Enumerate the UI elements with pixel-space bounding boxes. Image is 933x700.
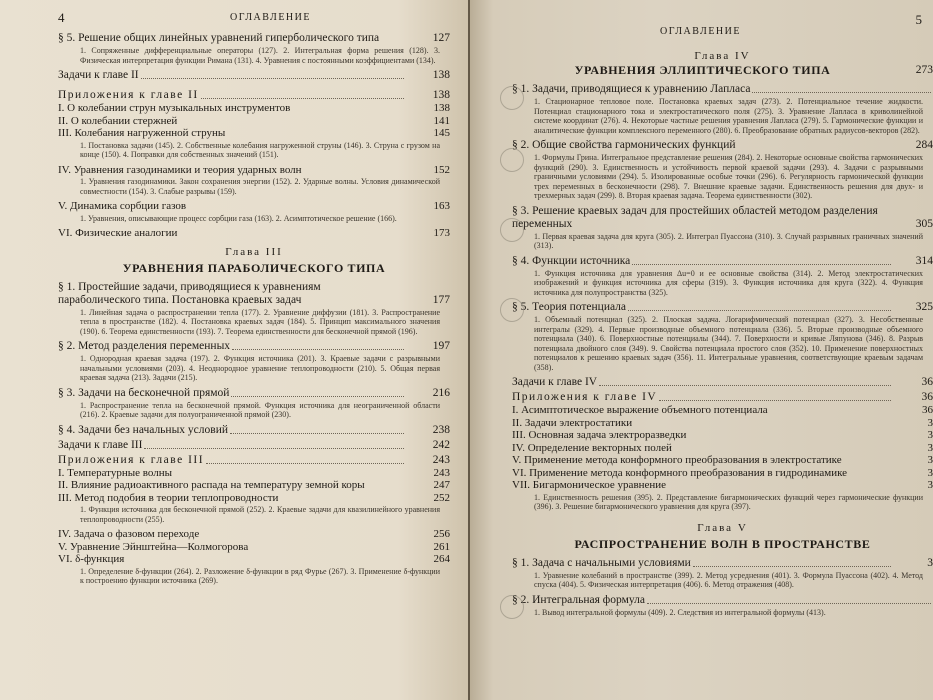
toc-item-title: IV. Определение векторных полей: [512, 441, 672, 454]
toc-item-page: 3: [927, 454, 933, 466]
toc-item: [512, 454, 933, 467]
toc-subentries: 1. Объемный потенциал (325). 2. Плоская задача. Логарифмический потенциал (327). 3. Несобственные интегралы (329). 4. Первые производные объемного потенциала (336). 5. Вторые производные объемного потенциала (340). 6. Поверхностные потенциалы (344). 7. Поверхности и кривые Ляпунова (346). 8. Разрыв потенциала двойного слоя (349). 9. Свойства потенциала простого слоя (352). 10. Применение поверхностных потенциалов к решению краевых задач (356). 11. Интегральные уравнения, соответствующие краевым задачам (358).: [534, 315, 923, 372]
toc-item-title: V. Уравнение Эйнштейна—Колмогорова: [58, 540, 249, 553]
toc-entry: [58, 387, 450, 400]
toc-item: [512, 429, 933, 442]
toc-item-title: VI. Физические аналогии: [58, 227, 178, 239]
toc-item-page: 243: [433, 466, 450, 479]
toc-entry-title: Приложения к главе IV: [512, 391, 658, 403]
toc-item-page: 264: [433, 553, 450, 565]
toc-entry: [512, 376, 933, 389]
toc-entry-title: § 1. Задача с начальными условиями: [512, 556, 691, 569]
toc-subentries: 1. Постановка задачи (145). 2. Собственные колебания нагруженной струны (146). 3. Струна с грузом на конце (150). 4. Поправки для собственных значений (151).: [80, 140, 440, 159]
toc-entry: [58, 89, 450, 102]
toc-item: [512, 479, 933, 492]
toc-entry: [512, 205, 933, 231]
toc-item-title: I. Температурные волны: [58, 466, 172, 479]
toc-entry-page: 127: [432, 32, 450, 44]
toc-entry: [58, 340, 450, 353]
toc-entry: [512, 391, 933, 404]
toc-item-title: II. Влияние радиоактивного распада на температуру земной коры: [58, 479, 365, 491]
toc-entry-page: 243: [432, 453, 450, 466]
chapter-label: Глава V: [697, 521, 748, 534]
toc-entry: [512, 301, 933, 314]
toc-subentries: 1. Линейная задача о распространении тепла (177). 2. Уравнение диффузии (181). 3. Распространение тепла в пространстве (182). 4. Постановка краевых задач (184). 5. Принцип максимального значения (190). 6. Теорема единственности (193). 7. Теорема единственности для бесконечной прямой (196).: [80, 307, 440, 336]
toc-entry-title: Задачи к главе II: [58, 69, 139, 81]
toc-subentries: 1. Функция источника для бесконечной прямой (252). 2. Краевые задачи для квазилинейного уравнения теплопроводности (255).: [80, 505, 440, 524]
toc-item-page: 3: [927, 479, 933, 491]
running-title: ОГЛАВЛЕНИЕ: [230, 12, 311, 23]
toc-subentries: 1. Функция источника для уравнения Δu=0 и ее основные свойства (314). 2. Метод электростатических изображений и функция источника для сферы (319). 3. Функция источника для круга (322). 4. Функция источника для полупространства (325).: [534, 268, 923, 297]
chapter-title: УРАВНЕНИЯ ПАРАБОЛИЧЕСКОГО ТИПА: [122, 260, 386, 275]
toc-entry-title: § 2. Интегральная формула: [512, 593, 645, 606]
toc-subentries: 1. Распространение тепла на бесконечной прямой. Функция источника для неограниченной области (216). 2. Краевые задачи для полуограниченной прямой (230).: [80, 400, 440, 419]
toc-item-page: 173: [433, 227, 450, 239]
toc-item-title: I. Асимптотическое выражение объемного потенциала: [512, 404, 768, 416]
toc-item: [58, 492, 450, 505]
toc-item-page: 247: [433, 479, 450, 491]
toc-subentries: 1. Формулы Грина. Интегральное представление решения (284). 2. Некоторые основные свойства гармонических функций (290). 3. Единственность и устойчивость первой краевой задачи (293). 4. Задачи с разрывными граничными условиями (294). 5. Изолированные особые точки (296). 6. Регулярность гармонической функции трех переменных в бесконечности (298). 7. Внешние краевые задачи. Единственность решения для двух- и трехмерных задач (299). 8. Вторая краевая задача. Теорема единственности (302).: [534, 153, 923, 200]
toc-entry-page: 36: [921, 391, 933, 403]
toc-subentries: 1. Вывод интегральной формулы (409). 2. Следствия из интегральной формулы (413).: [534, 607, 826, 617]
toc-item-page: 3: [927, 429, 933, 441]
toc-item: [58, 227, 450, 240]
toc-entry-title: § 1. Простейшие задачи, приводящиеся к уравнениям параболического типа. Постановка краевых задач: [58, 280, 321, 306]
toc-item-title: IV. Уравнения газодинамики и теория ударных волн: [58, 163, 302, 176]
toc-entry-page: 284: [915, 139, 933, 151]
toc-entry-title: § 4. Функции источника: [512, 254, 631, 267]
toc-entry-title: Приложения к главе III: [58, 453, 205, 466]
toc-subentries: 1. Сопряженные дифференциальные операторы (127). 2. Интегральная форма решения (128). 3. Физическая интерпретация функции Римана (131). 4. Уравнения с постоянными коэффициентами (134).: [80, 46, 440, 65]
chapter-title: РАСПРОСТРАНЕНИЕ ВОЛН В ПРОСТРАНСТВЕ: [574, 536, 871, 551]
toc-entry: [512, 139, 933, 152]
toc-entry: [58, 32, 450, 45]
running-title: ОГЛАВЛЕНИЕ: [660, 26, 741, 37]
toc-item-title: III. Основная задача электроразведки: [512, 429, 687, 441]
toc-entry-page: 36: [921, 376, 933, 388]
toc-entry-page: 138: [432, 89, 450, 101]
toc-subentries: 1. Однородная краевая задача (197). 2. Функция источника (201). 3. Краевые задачи с разрывными начальными условиями (203). 4. Неоднородное уравнение теплопроводности (210). 5. Общая первая краевая задача (213). Задачи (215).: [80, 354, 440, 382]
toc-item-page: 163: [433, 200, 450, 212]
toc-entry-page: 273: [915, 64, 933, 76]
toc-item-title: III. Колебания нагруженной струны: [58, 127, 226, 139]
toc-item-title: I. О колебании струн музыкальных инструментов: [58, 102, 291, 114]
toc-entry-title: Задачи к главе IV: [512, 376, 598, 388]
toc-entry-title: § 3. Решение краевых задач для простейших областей методом разделения переменных: [512, 204, 878, 230]
toc-entry-title: Приложения к главе II: [58, 89, 199, 101]
pencil-circle-mark: [500, 86, 524, 110]
toc-item-page: 36: [922, 404, 933, 416]
toc-entry-title: § 5. Теория потенциала: [512, 301, 627, 313]
page-number: 5: [915, 12, 923, 27]
toc-item-title: VII. Бигармоническое уравнение: [512, 479, 667, 491]
toc-subentries: 1. Первая краевая задача для круга (305). 2. Интеграл Пуассона (310). 3. Случай разрывных граничных значений (313).: [534, 231, 923, 250]
toc-subentries: 1. Стационарное тепловое поле. Постановка краевых задач (273). 2. Потенциальное течение жидкости. Потенциал стационарного тока и электростатического поля (275). 3. Уравнение Лапласа в криволинейной системе координат (276). 4. Некоторые частные решения уравнения Лапласа (279). 5. Гармонические функции и аналитические функции комплексного переменного (280). 6. Преобразование обратных радиусов-векторов (282).: [534, 97, 923, 135]
toc-item-title: V. Динамика сорбции газов: [58, 200, 187, 212]
chapter-title-row: [512, 64, 933, 77]
toc-entry: [58, 281, 450, 307]
toc-item: [58, 127, 450, 140]
toc-item: [58, 200, 450, 213]
chapter-label: Глава III: [225, 245, 283, 258]
toc-entry: [58, 439, 450, 452]
toc-item-page: 138: [433, 102, 450, 114]
toc-entry-page: 305: [915, 217, 933, 230]
toc-item-page: 3: [927, 466, 933, 479]
toc-entry: [58, 424, 450, 437]
toc-entry-page: 242: [432, 438, 450, 451]
toc-item: [58, 528, 450, 541]
toc-item-page: 261: [433, 540, 450, 553]
toc-item: [58, 467, 450, 480]
right-running-head: [512, 12, 933, 37]
toc-subentries: 1. Уравнение колебаний в пространстве (399). 2. Метод усреднения (401). 3. Формула Пуассона (402). 4. Метод спуска (404). 5. Физическая интерпретация (406). 6. Метод отражения (408).: [534, 570, 923, 589]
toc-item: [58, 479, 450, 492]
pencil-circle-mark: [500, 298, 524, 322]
pencil-circle-mark: [500, 595, 524, 619]
toc-entry-page: 238: [432, 423, 450, 436]
toc-item-title: V. Применение метода конформного преобразования в электростатике: [512, 454, 842, 466]
pencil-circle-mark: [500, 218, 524, 242]
toc-item: [512, 417, 933, 430]
toc-entry: [58, 69, 450, 82]
toc-entry: [58, 454, 450, 467]
toc-subentries: 1. Уравнения газодинамики. Закон сохранения энергии (152). 2. Ударные волны. Условия динамической совместности (154). 3. Слабые разрывы (159).: [80, 177, 440, 196]
toc-entry-title: § 1. Задачи, приводящиеся к уравнению Лапласа: [512, 83, 751, 95]
toc-item-page: 3: [927, 441, 933, 454]
toc-item-page: 252: [433, 491, 450, 504]
toc-subentries: 1. Единственность решения (395). 2. Представление бигармонических функций через гармонические функции (396). 3. Решение бигармонического уравнения для круга (397).: [534, 492, 923, 511]
toc-entry-title: § 2. Общие свойства гармонических функций: [512, 139, 736, 151]
toc-entry-title: § 5. Решение общих линейных уравнений гиперболического типа: [58, 32, 380, 44]
toc-item: [58, 541, 450, 554]
toc-entry-page: 314: [915, 254, 933, 267]
pencil-circle-mark: [500, 148, 524, 172]
toc-subentries: 1. Определение δ-функции (264). 2. Разложение δ-функции в ряд Фурье (267). 3. Применение δ-функции к построению функции источника (269).: [80, 566, 440, 585]
toc-entry-page: 216: [432, 386, 450, 399]
toc-item-title: II. Задачи электростатики: [512, 416, 633, 429]
toc-entry-title: § 4. Задачи без начальных условий: [58, 423, 229, 436]
toc-item-title: IV. Задача о фазовом переходе: [58, 528, 200, 540]
toc-item: [58, 102, 450, 115]
toc-item-title: VI. Применение метода конформного преобразования в гидродинамике: [512, 466, 848, 479]
toc-entry: [512, 594, 933, 607]
toc-entry: [512, 557, 933, 570]
toc-item: [58, 164, 450, 177]
toc-item: [512, 442, 933, 455]
toc-subentries: 1. Уравнения, описывающие процесс сорбции газа (163). 2. Асимптотическое решение (166).: [80, 213, 397, 223]
page-number: 4: [58, 10, 66, 25]
toc-entry-page: 3: [927, 556, 933, 569]
toc-item-page: 145: [433, 127, 450, 139]
toc-item: [58, 553, 450, 566]
toc-item: [512, 467, 933, 480]
toc-entry-title: § 3. Задачи на бесконечной прямой: [58, 386, 230, 399]
chapter-label: Глава IV: [694, 50, 751, 62]
toc-entry-page: 325: [915, 301, 933, 313]
toc-item-page: 256: [433, 528, 450, 540]
toc-entry: [512, 83, 933, 96]
toc-entry-title: § 2. Метод разделения переменных: [58, 340, 231, 352]
toc-item-page: 3: [927, 416, 933, 429]
toc-item-title: VI. δ-функция: [58, 553, 125, 565]
chapter-title: УРАВНЕНИЯ ЭЛЛИПТИЧЕСКОГО ТИПА: [574, 63, 831, 77]
toc-entry-page: 177: [432, 293, 450, 306]
toc-item-page: 152: [433, 163, 450, 176]
left-running-head: [58, 10, 450, 30]
toc-entry-page: 138: [432, 69, 450, 81]
toc-item: [512, 404, 933, 417]
toc-entry: [512, 255, 933, 268]
toc-item-title: II. О колебании стержней: [58, 114, 178, 127]
toc-item: [58, 115, 450, 128]
toc-item-title: III. Метод подобия в теории теплопроводности: [58, 491, 279, 504]
right-page: [470, 0, 933, 700]
toc-entry-page: 197: [432, 340, 450, 352]
toc-item-page: 141: [433, 114, 450, 127]
toc-entry-title: Задачи к главе III: [58, 438, 143, 451]
